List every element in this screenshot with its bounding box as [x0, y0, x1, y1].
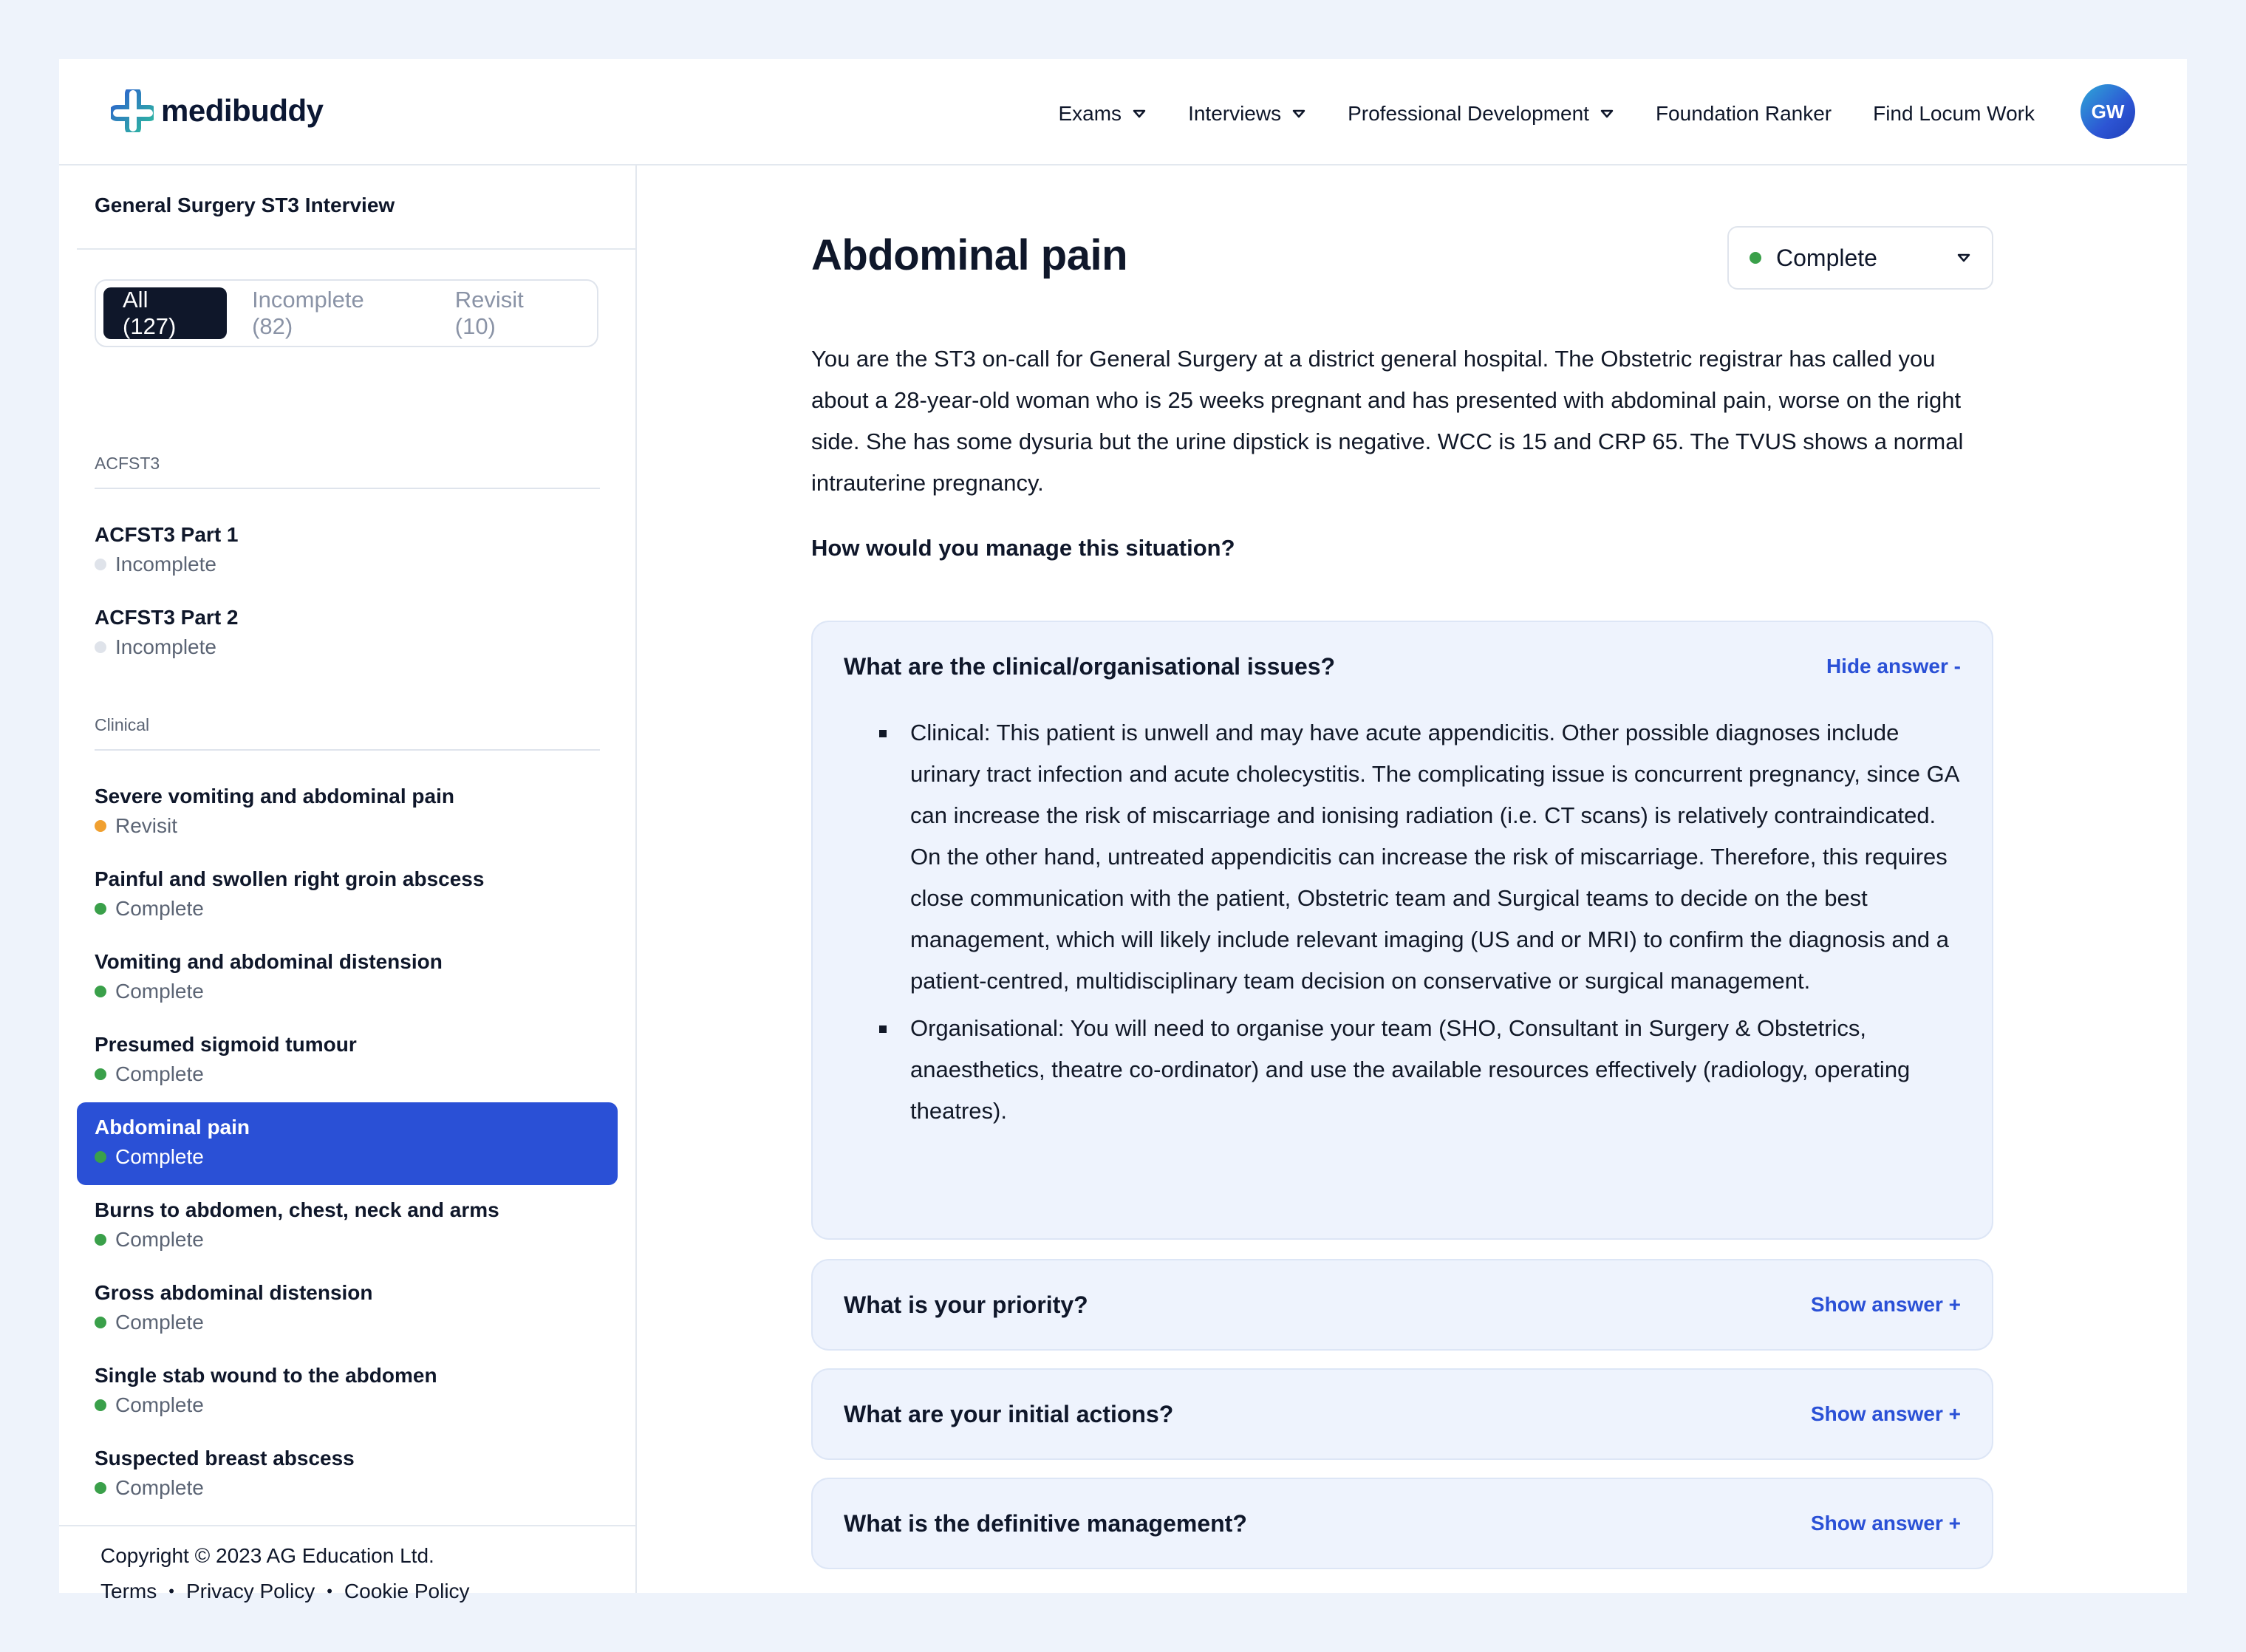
divider [77, 248, 635, 250]
sidebar [59, 165, 637, 1602]
status-dot [95, 903, 106, 915]
status-dot [95, 820, 106, 832]
card-question: What is the definitive management? [844, 1509, 1247, 1537]
sidebar-item-title: Abdominal pain [95, 1116, 250, 1139]
sidebar-item[interactable] [77, 510, 618, 593]
sidebar-item-status [95, 632, 600, 662]
chevron-down-icon [1600, 109, 1614, 119]
card-question: What are the clinical/organisational issues? [844, 652, 1336, 680]
sidebar-item[interactable] [77, 1268, 618, 1351]
answer-card[interactable] [811, 1478, 1993, 1569]
status-dropdown[interactable] [1727, 226, 1993, 290]
status-text: Complete [115, 1311, 204, 1334]
status-text: Revisit [115, 814, 178, 837]
divider [59, 1525, 635, 1526]
status-filter [95, 279, 598, 347]
answer-list [879, 712, 1965, 1138]
section-label-acfst3: ACFST3 [95, 454, 160, 473]
status-dropdown-value: Complete [1776, 244, 1877, 271]
status-dot [1750, 252, 1761, 264]
sidebar-item-status [95, 1390, 600, 1420]
chevron-down-icon [1956, 253, 1971, 263]
sidebar-item-title: ACFST3 Part 1 [95, 523, 239, 546]
sidebar-item-title: Presumed sigmoid tumour [95, 1033, 357, 1056]
scenario-text: You are the ST3 on-call for General Surgery at a district general hospital. The Obstetric registrar has called you about a 28-year-old woman who is 25 weeks pregnant and has presented with abdominal pain, worse on the right side. She has some dysuria but the urine dipstick is negative. WCC is 15 and CRP 65. The TVUS shows a normal intrauterine pregnancy. [811, 346, 1964, 496]
page-title: Abdominal pain [811, 231, 1127, 279]
chevron-down-icon [1291, 109, 1306, 119]
status-dot [95, 641, 106, 653]
sidebar-item-status [95, 1308, 600, 1337]
sidebar-item-status [95, 894, 600, 924]
nav-interviews[interactable] [1188, 102, 1306, 126]
card-question: What is your priority? [844, 1291, 1088, 1318]
nav-exams[interactable] [1058, 102, 1147, 126]
status-text: Complete [115, 1393, 204, 1416]
top-header [59, 59, 2187, 165]
status-dot [95, 1151, 106, 1163]
sidebar-item-title: Single stab wound to the abdomen [95, 1364, 437, 1387]
answer-card-expanded [811, 621, 1993, 1240]
sidebar-item[interactable] [77, 854, 618, 937]
sidebar-item[interactable] [77, 937, 618, 1020]
answer-card-header[interactable] [844, 1479, 1961, 1568]
status-text: Incomplete [115, 635, 216, 658]
footer-separator: • [168, 1582, 174, 1600]
sidebar-title: General Surgery ST3 Interview [95, 194, 395, 216]
status-text: Complete [115, 1476, 204, 1499]
show-answer-toggle[interactable]: Show answer + [1810, 1293, 1961, 1316]
sidebar-item[interactable] [77, 1020, 618, 1102]
status-dot [95, 559, 106, 570]
nav-exams-label: Exams [1058, 102, 1122, 125]
medibuddy-logo-icon [111, 89, 154, 132]
show-answer-toggle[interactable]: Show answer + [1810, 1512, 1961, 1535]
divider [95, 488, 600, 489]
status-text: Complete [115, 980, 204, 1003]
answer-card[interactable] [811, 1368, 1993, 1460]
status-dot [95, 1234, 106, 1246]
status-text: Complete [115, 1145, 204, 1168]
status-text: Complete [115, 1062, 204, 1085]
sidebar-item-status [95, 977, 600, 1006]
filter-incomplete[interactable]: Incomplete (82) [252, 287, 364, 339]
sidebar-item-status [95, 550, 600, 579]
sidebar-item-status [95, 1225, 600, 1255]
status-text: Complete [115, 897, 204, 920]
section-label-clinical: Clinical [95, 715, 150, 734]
sidebar-item-title: Gross abdominal distension [95, 1281, 373, 1304]
sidebar-item-title: Painful and swollen right groin abscess [95, 867, 485, 890]
status-dot [95, 1317, 106, 1328]
sidebar-item[interactable] [77, 1351, 618, 1433]
answer-card[interactable] [811, 1259, 1993, 1351]
answer-card-header[interactable] [844, 1260, 1961, 1349]
nav-professional-development[interactable] [1348, 102, 1614, 126]
sidebar-item-title: Vomiting and abdominal distension [95, 950, 443, 973]
copyright-text: Copyright © 2023 AG Education Ltd. [100, 1544, 434, 1567]
sidebar-item[interactable] [77, 1433, 618, 1516]
sidebar-item-title: ACFST3 Part 2 [95, 606, 239, 629]
answer-bullet: Organisational: You will need to organise your team (SHO, Consultant in Surgery & Obstetrics, anaesthetics, theatre co-ordinator) and use the available resources effectively (radiology, operating theatres). [879, 1008, 1965, 1132]
user-avatar[interactable]: GW [2081, 84, 2135, 139]
brand-logo[interactable] [111, 87, 324, 134]
nav-foundation-ranker[interactable] [1656, 102, 1832, 126]
sidebar-item-title: Burns to abdomen, chest, neck and arms [95, 1198, 499, 1221]
status-dot [95, 1482, 106, 1494]
card-question: What are your initial actions? [844, 1400, 1174, 1427]
app-frame [59, 59, 2187, 1602]
sidebar-item-status [95, 1142, 600, 1172]
status-text: Complete [115, 1228, 204, 1251]
footer-links [100, 1580, 470, 1603]
nav-foundation-ranker-label: Foundation Ranker [1655, 102, 1832, 125]
status-text: Incomplete [115, 553, 216, 576]
sidebar-item-status [95, 1473, 600, 1503]
status-dot [95, 1399, 106, 1411]
answer-card-header[interactable] [844, 1370, 1961, 1458]
sidebar-item[interactable] [77, 593, 618, 675]
answer-bullet: Clinical: This patient is unwell and may have acute appendicitis. Other possible diagnoses include urinary tract infection and acute cholecystitis. The complicating issue is concurrent pregnancy, since GA can increase the risk of miscarriage and ionising radiation (i.e. CT scans) is relatively contraindicated. On the other hand, untreated appendicitis can increase the risk of miscarriage. Therefore, this requires close communication with the patient, Obstetric team and Surgical teams to decide on the best management, which will likely include relevant imaging (US and or MRI) to confirm the diagnosis and a patient-centred, multidisciplinary team decision on conservative or surgical management. [879, 712, 1965, 1002]
terms-link[interactable]: Terms [100, 1580, 157, 1602]
nav-find-locum-work[interactable] [1873, 102, 2035, 126]
show-answer-toggle[interactable]: Show answer + [1810, 1402, 1961, 1425]
main-nav [1058, 93, 2035, 134]
sidebar-item-title: Suspected breast abscess [95, 1447, 355, 1470]
sidebar-item-status [95, 811, 600, 841]
privacy-policy-link[interactable]: Privacy Policy [185, 1580, 315, 1602]
divider [95, 749, 600, 751]
nav-interviews-label: Interviews [1188, 102, 1282, 125]
status-dot [95, 1068, 106, 1080]
sidebar-item-active[interactable] [77, 1102, 618, 1185]
status-dot [95, 986, 106, 997]
nav-find-locum-work-label: Find Locum Work [1873, 102, 2035, 125]
sidebar-item-title: Severe vomiting and abdominal pain [95, 785, 454, 808]
footer-separator: • [327, 1582, 332, 1600]
nav-professional-development-label: Professional Development [1348, 102, 1589, 125]
sidebar-item-status [95, 1059, 600, 1089]
cookie-policy-link[interactable]: Cookie Policy [344, 1580, 470, 1602]
sidebar-item[interactable] [77, 771, 618, 854]
sidebar-item[interactable] [77, 1185, 618, 1268]
hide-answer-toggle[interactable]: Hide answer - [1826, 655, 1961, 677]
brand-name: medibuddy [161, 93, 324, 128]
filter-all[interactable]: All (127) [103, 287, 227, 339]
chevron-down-icon [1132, 109, 1147, 119]
scenario-question: How would you manage this situation? [811, 535, 1235, 561]
answer-card-header[interactable] [844, 622, 1961, 711]
filter-revisit[interactable]: Revisit (10) [454, 287, 524, 339]
